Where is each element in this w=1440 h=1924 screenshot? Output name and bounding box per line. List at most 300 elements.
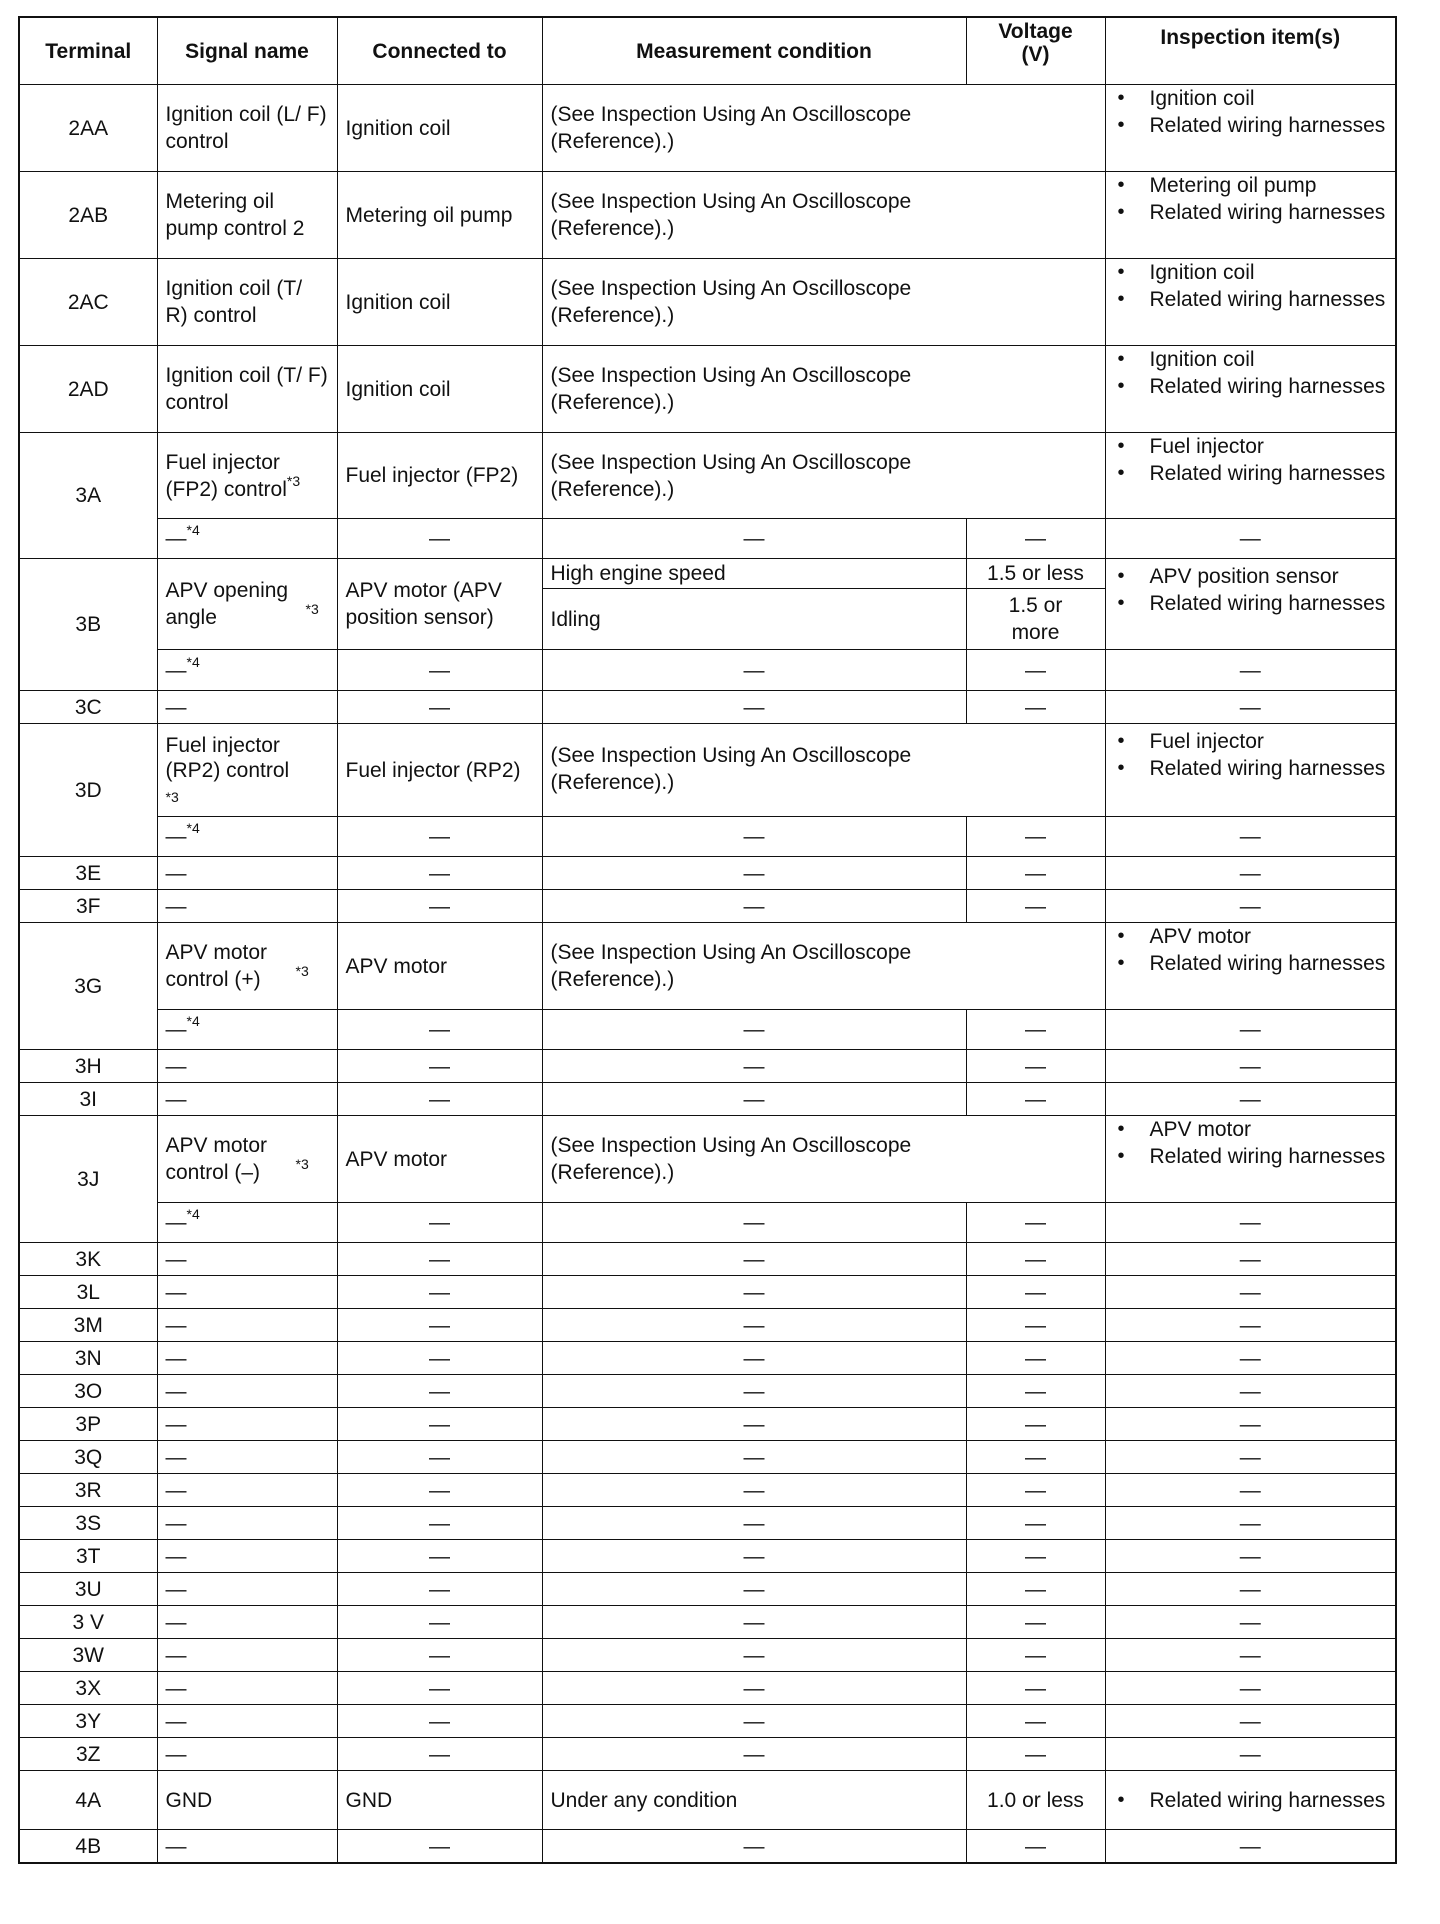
connected-to-cell: —: [337, 519, 542, 559]
signal-name-text: APV motor control (+): [165, 941, 268, 991]
connected-to-cell: —: [337, 1606, 542, 1639]
signal-name-cell: Metering oil pump control 2: [157, 172, 337, 259]
table-row: [19, 519, 1396, 559]
inspection-items-cell: —: [1105, 1441, 1396, 1474]
inspection-items-cell: [1105, 1116, 1396, 1203]
measurement-cell: —: [542, 1203, 966, 1243]
table-row: [19, 1507, 1396, 1540]
signal-name-cell: —: [157, 1408, 337, 1441]
measurement-text: (See Inspection Using An Oscilloscope (Reference).): [550, 364, 912, 414]
inspection-items-cell: —: [1105, 1408, 1396, 1441]
table-row: [19, 1830, 1396, 1864]
connected-to-cell: APV motor: [337, 1116, 542, 1203]
connected-to-cell: —: [337, 691, 542, 724]
terminal-cell: 3N: [19, 1342, 157, 1375]
inspection-items-cell: —: [1105, 1342, 1396, 1375]
measurement-cell: Under any condition: [542, 1771, 966, 1830]
connected-to-cell: —: [337, 1705, 542, 1738]
connected-to-cell: —: [337, 890, 542, 923]
table-row: [19, 1050, 1396, 1083]
header-terminal: Terminal: [19, 17, 157, 85]
dash: —: [165, 527, 187, 550]
measurement-cell: —: [542, 857, 966, 890]
table-row: [19, 1083, 1396, 1116]
table-row: [19, 1540, 1396, 1573]
table-row: [19, 259, 1396, 346]
inspection-item: • Ignition coil: [1114, 259, 1388, 286]
signal-name-cell: Ignition coil (T/ F) control: [157, 346, 337, 433]
inspection-items-cell: —: [1105, 1276, 1396, 1309]
measurement-cell: —: [542, 650, 966, 691]
measurement-text: (See Inspection Using An Oscilloscope (Reference).): [550, 103, 912, 153]
terminal-cell: 2AC: [19, 259, 157, 346]
measurement-cell: [542, 346, 1105, 433]
inspection-items-cell: [1105, 724, 1396, 817]
header-voltage-label: Voltage (V): [998, 20, 1073, 66]
voltage-cell: —: [966, 1010, 1105, 1050]
signal-name-text: APV opening angle: [165, 579, 289, 629]
inspection-items-cell: —: [1105, 890, 1396, 923]
inspection-item: • Related wiring harnesses: [1114, 286, 1388, 313]
voltage-cell: —: [966, 1441, 1105, 1474]
voltage-cell: —: [966, 1276, 1105, 1309]
terminal-cell: 3G: [19, 923, 157, 1050]
terminal-cell: 3 V: [19, 1606, 157, 1639]
inspection-items-cell: —: [1105, 1639, 1396, 1672]
inspection-items-cell: —: [1105, 1705, 1396, 1738]
measurement-cell: —: [542, 890, 966, 923]
measurement-cell: —: [542, 1243, 966, 1276]
inspection-items-cell: [1105, 346, 1396, 433]
voltage-cell: —: [966, 1050, 1105, 1083]
voltage-cell: —: [966, 519, 1105, 559]
signal-name-cell: [157, 1116, 337, 1203]
terminal-cell: 3J: [19, 1116, 157, 1243]
voltage-cell: —: [966, 1606, 1105, 1639]
measurement-text: (See Inspection Using An Oscilloscope (Reference).): [550, 190, 912, 240]
connected-to-cell: Ignition coil: [337, 259, 542, 346]
header-connected-to: Connected to: [337, 17, 542, 85]
terminal-cell: 3Q: [19, 1441, 157, 1474]
footnote-ref: *3: [295, 1156, 309, 1172]
signal-name-cell: —: [157, 857, 337, 890]
measurement-cell: [542, 1116, 1105, 1203]
connected-to-cell: —: [337, 1050, 542, 1083]
signal-name-cell: —: [157, 1540, 337, 1573]
terminal-cell: 3E: [19, 857, 157, 890]
footnote-ref: *3: [286, 472, 301, 489]
signal-name-cell: —: [157, 890, 337, 923]
measurement-cell: —: [542, 1050, 966, 1083]
terminal-cell: 3B: [19, 559, 157, 691]
voltage-cell: —: [966, 1342, 1105, 1375]
connected-to-cell: —: [337, 1830, 542, 1864]
unused-terminal-rows: [19, 1243, 1396, 1771]
inspection-item: • Related wiring harnesses: [1114, 1787, 1388, 1814]
terminal-cell: 3K: [19, 1243, 157, 1276]
inspection-items-cell: [1105, 1771, 1396, 1830]
measurement-cell: [542, 259, 1105, 346]
measurement-text: (See Inspection Using An Oscilloscope (Reference).): [550, 451, 912, 501]
inspection-item: • APV motor: [1114, 923, 1388, 950]
signal-name-cell: —: [157, 1276, 337, 1309]
measurement-cell: —: [542, 1010, 966, 1050]
table-row: [19, 890, 1396, 923]
connected-to-cell: Ignition coil: [337, 85, 542, 172]
terminal-cell: 3X: [19, 1672, 157, 1705]
inspection-item: • Related wiring harnesses: [1114, 590, 1388, 617]
inspection-items-cell: —: [1105, 1830, 1396, 1864]
table-row: [19, 1342, 1396, 1375]
inspection-items-cell: —: [1105, 1309, 1396, 1342]
measurement-cell: —: [542, 1573, 966, 1606]
inspection-items-cell: —: [1105, 1573, 1396, 1606]
signal-name-cell: —: [157, 1441, 337, 1474]
connected-to-cell: —: [337, 1375, 542, 1408]
terminal-cell: 2AB: [19, 172, 157, 259]
connected-to-cell: —: [337, 1639, 542, 1672]
table-row: [19, 1606, 1396, 1639]
terminal-cell: 3C: [19, 691, 157, 724]
signal-name-cell: —: [157, 1573, 337, 1606]
voltage-cell: —: [966, 1705, 1105, 1738]
dash: —: [165, 825, 187, 848]
voltage-cell: —: [966, 650, 1105, 691]
signal-name-cell: —: [157, 1474, 337, 1507]
terminal-cell: 3P: [19, 1408, 157, 1441]
inspection-items-cell: —: [1105, 1507, 1396, 1540]
signal-name-cell: —: [157, 691, 337, 724]
measurement-cell: [542, 172, 1105, 259]
footnote-ref: *3: [295, 963, 309, 979]
inspection-item: • Related wiring harnesses: [1114, 373, 1388, 400]
table-row: [19, 1408, 1396, 1441]
table-row: [19, 650, 1396, 691]
signal-name-cell: —: [157, 1738, 337, 1771]
signal-name-cell: —: [157, 1375, 337, 1408]
voltage-cell: —: [966, 890, 1105, 923]
voltage-cell: —: [966, 1203, 1105, 1243]
table-row: [19, 857, 1396, 890]
inspection-item: • Fuel injector: [1114, 433, 1388, 460]
terminal-cell: 2AA: [19, 85, 157, 172]
signal-name-cell: [157, 1203, 337, 1243]
inspection-items-cell: —: [1105, 857, 1396, 890]
table-row: [19, 559, 1396, 589]
signal-name-cell: —: [157, 1672, 337, 1705]
footnote-ref: *4: [186, 1206, 200, 1222]
signal-name-cell: —: [157, 1050, 337, 1083]
table-row: [19, 1309, 1396, 1342]
footnote-ref: *4: [186, 653, 200, 670]
connected-to-cell: —: [337, 1203, 542, 1243]
inspection-item: • Related wiring harnesses: [1114, 950, 1388, 977]
terminal-cell: 3R: [19, 1474, 157, 1507]
inspection-item: • Related wiring harnesses: [1114, 755, 1388, 782]
terminal-cell: 3L: [19, 1276, 157, 1309]
table-row: [19, 1441, 1396, 1474]
signal-name-text: APV motor control (–): [165, 1134, 268, 1184]
connected-to-cell: —: [337, 1309, 542, 1342]
terminal-cell: 3H: [19, 1050, 157, 1083]
inspection-items-cell: —: [1105, 1050, 1396, 1083]
table-row: [19, 346, 1396, 433]
signal-name-cell: [157, 1010, 337, 1050]
connected-to-cell: —: [337, 1408, 542, 1441]
terminal-cell: 2AD: [19, 346, 157, 433]
connected-to-cell: —: [337, 1441, 542, 1474]
inspection-items-cell: [1105, 559, 1396, 650]
voltage-cell: —: [966, 817, 1105, 857]
inspection-items-cell: —: [1105, 650, 1396, 691]
measurement-cell: —: [542, 1342, 966, 1375]
measurement-cell: —: [542, 817, 966, 857]
table-header-row: [19, 17, 1396, 85]
voltage-cell: —: [966, 1243, 1105, 1276]
connected-to-cell: Fuel injector (RP2): [337, 724, 542, 817]
inspection-items-cell: —: [1105, 1474, 1396, 1507]
terminal-cell: 3Y: [19, 1705, 157, 1738]
table-row: [19, 1474, 1396, 1507]
voltage-cell: —: [966, 1474, 1105, 1507]
table-row: [19, 923, 1396, 1010]
signal-name-cell: GND: [157, 1771, 337, 1830]
measurement-cell: [542, 85, 1105, 172]
voltage-cell: —: [966, 1830, 1105, 1864]
inspection-item: • Ignition coil: [1114, 85, 1388, 112]
terminal-cell: 3F: [19, 890, 157, 923]
terminal-cell: 3O: [19, 1375, 157, 1408]
inspection-item: • Ignition coil: [1114, 346, 1388, 373]
inspection-items-cell: —: [1105, 1738, 1396, 1771]
signal-name-cell: —: [157, 1705, 337, 1738]
signal-name-cell: [157, 724, 337, 817]
voltage-cell: —: [966, 1309, 1105, 1342]
inspection-items-cell: —: [1105, 817, 1396, 857]
voltage-text: 1.5 or more: [1008, 594, 1063, 644]
measurement-cell: —: [542, 1375, 966, 1408]
voltage-cell: —: [966, 857, 1105, 890]
measurement-cell: Idling: [542, 589, 966, 650]
footnote-ref: *4: [186, 522, 200, 538]
signal-name-cell: [157, 433, 337, 519]
connected-to-cell: APV motor (APV position sensor): [337, 559, 542, 650]
signal-name-cell: [157, 559, 337, 650]
measurement-cell: —: [542, 1408, 966, 1441]
signal-name-cell: —: [157, 1830, 337, 1864]
terminal-cell: 3A: [19, 433, 157, 559]
connected-to-cell: Fuel injector (FP2): [337, 433, 542, 519]
measurement-cell: High engine speed: [542, 559, 966, 589]
voltage-cell: —: [966, 1083, 1105, 1116]
measurement-cell: —: [542, 1083, 966, 1116]
signal-name-cell: [157, 817, 337, 857]
measurement-cell: —: [542, 1441, 966, 1474]
inspection-item: • Fuel injector: [1114, 728, 1388, 755]
signal-name-text: Fuel injector (FP2) control: [165, 450, 287, 501]
dash: —: [165, 1211, 187, 1234]
connected-to-cell: —: [337, 1672, 542, 1705]
measurement-text: (See Inspection Using An Oscilloscope (Reference).): [550, 744, 912, 794]
table-row: [19, 817, 1396, 857]
table-row: [19, 724, 1396, 817]
terminal-inspection-table: [18, 16, 1397, 1864]
terminal-cell: 3U: [19, 1573, 157, 1606]
inspection-items-cell: [1105, 433, 1396, 519]
signal-name-cell: [157, 519, 337, 559]
connected-to-cell: Ignition coil: [337, 346, 542, 433]
voltage-cell: —: [966, 1507, 1105, 1540]
measurement-cell: [542, 923, 1105, 1010]
terminal-cell: 3T: [19, 1540, 157, 1573]
measurement-cell: —: [542, 1606, 966, 1639]
signal-name-text: Fuel injector (RP2) control: [165, 733, 290, 782]
header-voltage: [966, 17, 1105, 85]
measurement-cell: —: [542, 1639, 966, 1672]
voltage-cell: —: [966, 1738, 1105, 1771]
table-row: [19, 1705, 1396, 1738]
header-measurement-condition: Measurement condition: [542, 17, 966, 85]
footnote-ref: *4: [186, 1013, 200, 1029]
terminal-cell: 4A: [19, 1771, 157, 1830]
inspection-item: • Related wiring harnesses: [1114, 199, 1388, 226]
signal-name-cell: [157, 923, 337, 1010]
inspection-items-cell: [1105, 923, 1396, 1010]
connected-to-cell: —: [337, 1243, 542, 1276]
signal-name-cell: Ignition coil (L/ F) control: [157, 85, 337, 172]
connected-to-cell: —: [337, 1276, 542, 1309]
signal-name-cell: —: [157, 1606, 337, 1639]
table-row: [19, 1375, 1396, 1408]
connected-to-cell: —: [337, 1083, 542, 1116]
table-row: [19, 1639, 1396, 1672]
terminal-cell: 3M: [19, 1309, 157, 1342]
table-row: [19, 1573, 1396, 1606]
connected-to-cell: —: [337, 1573, 542, 1606]
table-row: [19, 1203, 1396, 1243]
connected-to-cell: APV motor: [337, 923, 542, 1010]
measurement-text: (See Inspection Using An Oscilloscope (Reference).): [550, 277, 912, 327]
terminal-cell: 3D: [19, 724, 157, 857]
inspection-items-cell: [1105, 85, 1396, 172]
inspection-items-cell: —: [1105, 1375, 1396, 1408]
dash: —: [165, 658, 187, 682]
measurement-cell: —: [542, 1507, 966, 1540]
header-signal-name: Signal name: [157, 17, 337, 85]
voltage-cell: 1.0 or less: [966, 1771, 1105, 1830]
terminal-cell: 3W: [19, 1639, 157, 1672]
inspection-items-cell: —: [1105, 1243, 1396, 1276]
measurement-cell: —: [542, 519, 966, 559]
voltage-cell: —: [966, 1672, 1105, 1705]
footnote-ref: *3: [305, 601, 319, 617]
terminal-cell: 3I: [19, 1083, 157, 1116]
inspection-items-cell: —: [1105, 1010, 1396, 1050]
table-row: [19, 172, 1396, 259]
measurement-cell: —: [542, 1705, 966, 1738]
inspection-item: • Related wiring harnesses: [1114, 460, 1388, 487]
connected-to-cell: —: [337, 1507, 542, 1540]
measurement-cell: —: [542, 1276, 966, 1309]
header-inspection-items: Inspection item(s): [1105, 17, 1396, 85]
signal-name-cell: —: [157, 1507, 337, 1540]
table-row: [19, 1243, 1396, 1276]
measurement-cell: —: [542, 1540, 966, 1573]
voltage-cell: —: [966, 1375, 1105, 1408]
inspection-items-cell: —: [1105, 519, 1396, 559]
inspection-item: • APV motor: [1114, 1116, 1388, 1143]
connected-to-cell: —: [337, 1342, 542, 1375]
measurement-cell: —: [542, 1672, 966, 1705]
inspection-item: • Related wiring harnesses: [1114, 112, 1388, 139]
table-row: [19, 85, 1396, 172]
connected-to-cell: —: [337, 1474, 542, 1507]
table-row: [19, 433, 1396, 519]
measurement-text: (See Inspection Using An Oscilloscope (Reference).): [550, 941, 912, 991]
table-row: [19, 1672, 1396, 1705]
signal-name-cell: —: [157, 1342, 337, 1375]
table-row: [19, 1771, 1396, 1830]
inspection-items-cell: [1105, 172, 1396, 259]
voltage-cell: [966, 589, 1105, 650]
voltage-cell: —: [966, 1639, 1105, 1672]
terminal-cell: 3S: [19, 1507, 157, 1540]
connected-to-cell: Metering oil pump: [337, 172, 542, 259]
signal-name-cell: —: [157, 1083, 337, 1116]
voltage-cell: —: [966, 691, 1105, 724]
connected-to-cell: —: [337, 650, 542, 691]
table-row: [19, 1010, 1396, 1050]
signal-name-cell: —: [157, 1309, 337, 1342]
inspection-item: • Related wiring harnesses: [1114, 1143, 1388, 1170]
footnote-ref: *3: [165, 788, 179, 805]
connected-to-cell: —: [337, 1010, 542, 1050]
measurement-cell: —: [542, 1738, 966, 1771]
inspection-items-cell: —: [1105, 1203, 1396, 1243]
table-row: [19, 1276, 1396, 1309]
measurement-cell: —: [542, 1309, 966, 1342]
voltage-cell: —: [966, 1540, 1105, 1573]
inspection-item: • Metering oil pump: [1114, 172, 1388, 199]
signal-name-cell: [157, 650, 337, 691]
footnote-ref: *4: [186, 820, 200, 836]
measurement-cell: —: [542, 1830, 966, 1864]
measurement-cell: [542, 724, 1105, 817]
signal-name-cell: Ignition coil (T/ R) control: [157, 259, 337, 346]
table-row: [19, 691, 1396, 724]
measurement-cell: [542, 433, 1105, 519]
signal-name-cell: —: [157, 1243, 337, 1276]
inspection-items-cell: —: [1105, 1606, 1396, 1639]
connected-to-cell: —: [337, 817, 542, 857]
connected-to-cell: —: [337, 1738, 542, 1771]
voltage-cell: 1.5 or less: [966, 559, 1105, 589]
terminal-cell: 4B: [19, 1830, 157, 1864]
measurement-cell: —: [542, 1474, 966, 1507]
table-row: [19, 1738, 1396, 1771]
inspection-item: • APV position sensor: [1114, 563, 1388, 590]
table-row: [19, 1116, 1396, 1203]
connected-to-cell: —: [337, 857, 542, 890]
terminal-cell: 3Z: [19, 1738, 157, 1771]
inspection-items-cell: —: [1105, 1672, 1396, 1705]
signal-name-cell: —: [157, 1639, 337, 1672]
connected-to-cell: GND: [337, 1771, 542, 1830]
measurement-text: (See Inspection Using An Oscilloscope (Reference).): [550, 1134, 912, 1184]
dash: —: [165, 1018, 187, 1041]
inspection-items-cell: —: [1105, 1540, 1396, 1573]
inspection-items-cell: —: [1105, 691, 1396, 724]
